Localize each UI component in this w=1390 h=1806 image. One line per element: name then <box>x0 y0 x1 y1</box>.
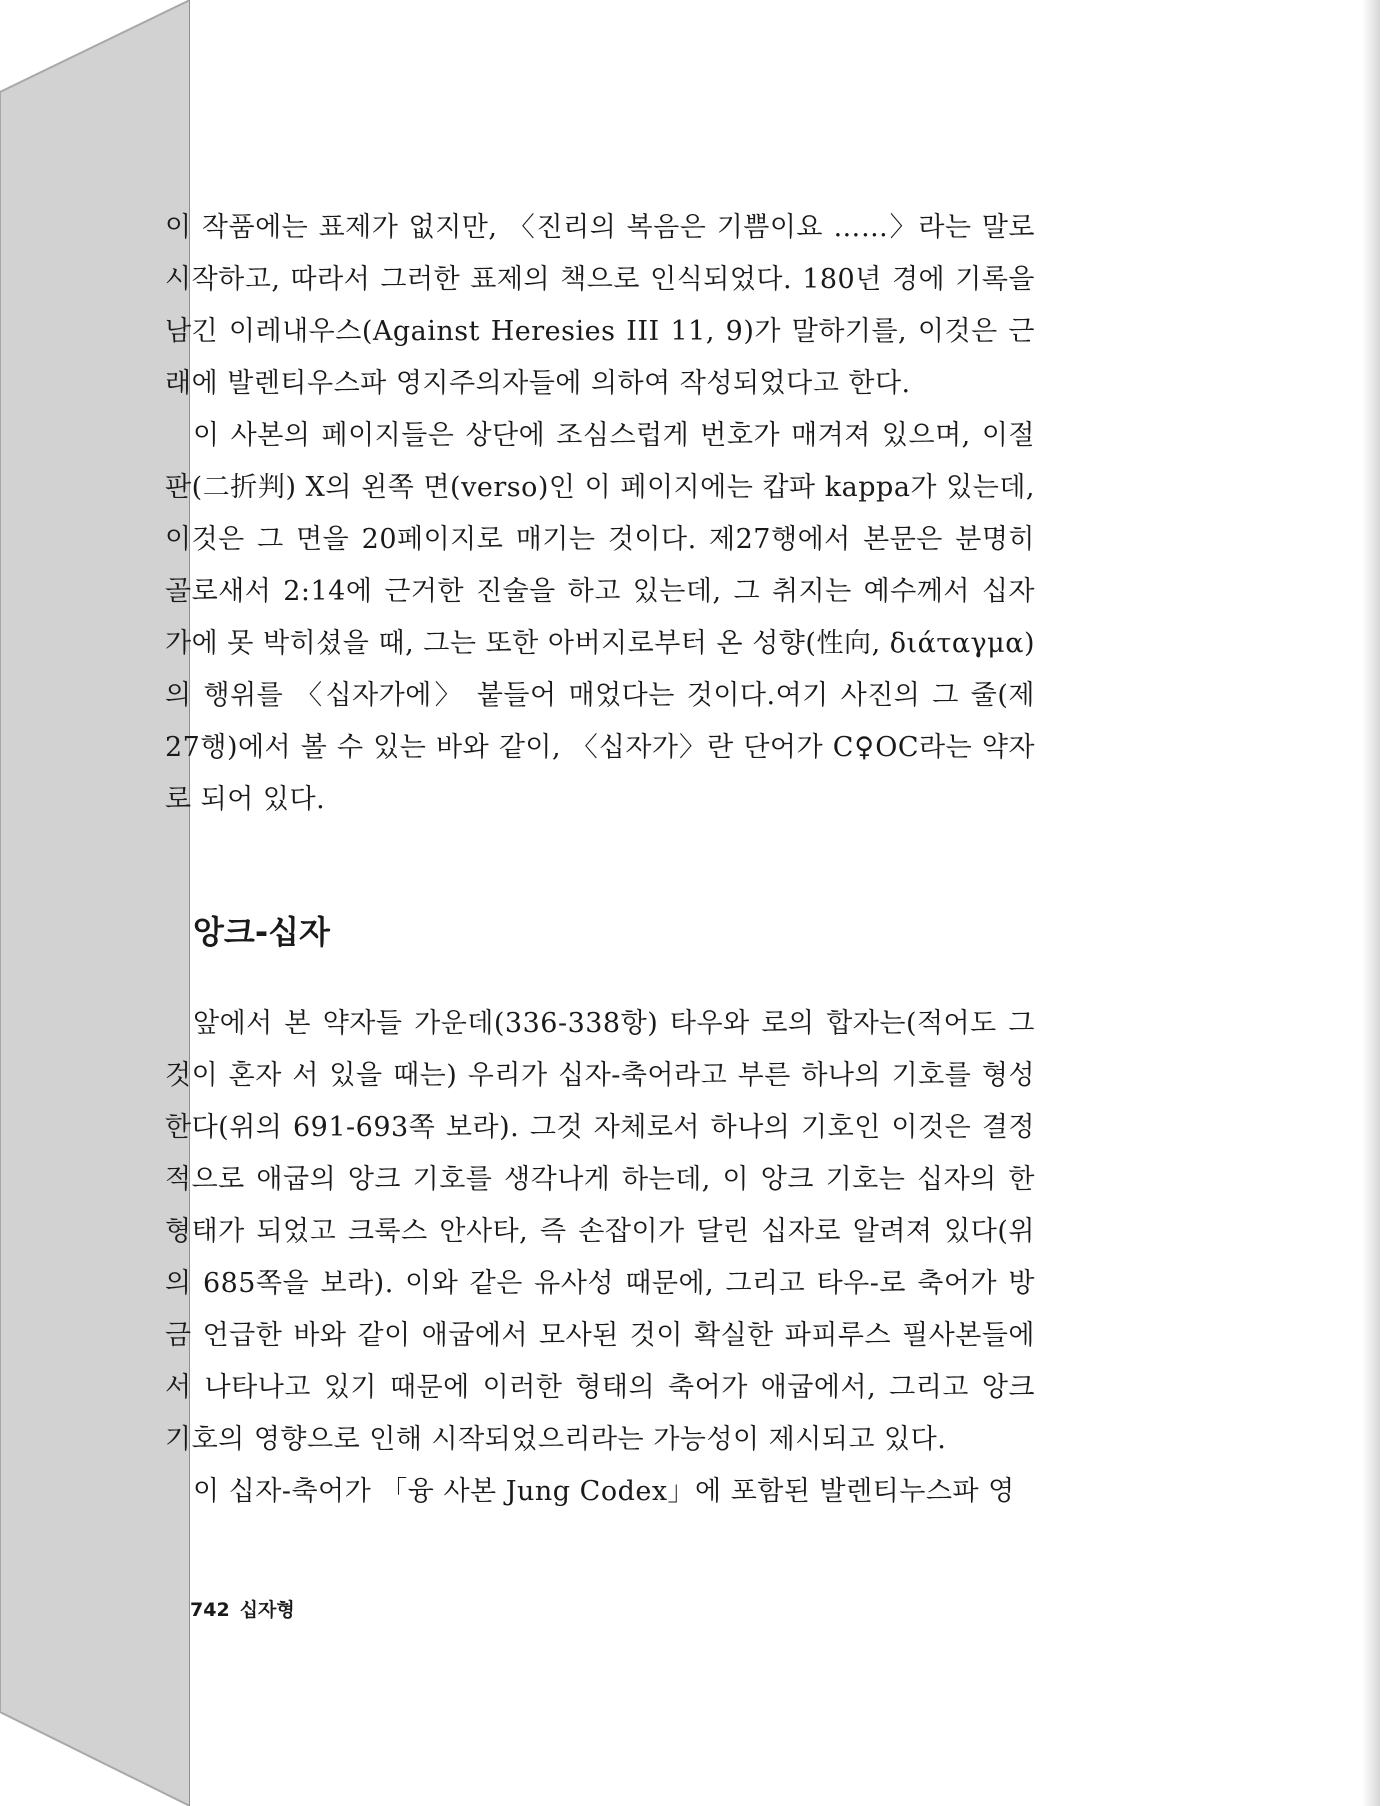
page-footer <box>190 1595 295 1622</box>
page-edge-shadow <box>1362 0 1380 1806</box>
running-title: 십자형 <box>239 1599 295 1621</box>
page-number: 742 <box>190 1599 230 1621</box>
paragraph-1: 이 작품에는 표제가 없지만, 〈진리의 복음은 기쁨이요 ……〉라는 말로 시작하고, 따라서 그러한 표제의 책으로 인식되었다. 180년 경에 기록을 남긴 이레내우스(Against Heresies III 11, 9)가 말하기를, 이것은 근래에 발렌티우스파 영지주의자들에 의하여 작성되었다고 한다. <box>165 212 1035 399</box>
paragraph-4: 이 십자-축어가 「융 사본 Jung Codex」에 포함된 발렌티누스파 영 <box>193 1476 1015 1507</box>
page-content <box>165 202 1035 1518</box>
section-heading: 앙크-십자 <box>193 913 330 951</box>
paragraph-3: 앞에서 본 약자들 가운데(336-338항) 타우와 로의 합자는(적어도 그것이 혼자 서 있을 때는) 우리가 십자-축어라고 부른 하나의 기호를 형성한다(위의 691-693쪽 보라). 그것 자체로서 하나의 기호인 이것은 결정적으로 애굽의 앙크 기호를 생각나게 하는데, 이 앙크 기호는 십자의 한 형태가 되었고 크룩스 안사타, 즉 손잡이가 달린 십자로 알려져 있다(위의 685쪽을 보라). 이와 같은 유사성 때문에, 그리고 타우-로 축어가 방금 언급한 바와 같이 애굽에서 모사된 것이 확실한 파피루스 필사본들에서 나타나고 있기 때문에 이러한 형태의 축어가 애굽에서, 그리고 앙크 기호의 영향으로 인해 시작되었으리라는 가능성이 제시되고 있다. <box>165 1008 1035 1455</box>
paragraph-2: 이 사본의 페이지들은 상단에 조심스럽게 번호가 매겨져 있으며, 이절판(二折判) X의 왼쪽 면(verso)인 이 페이지에는 캅파 kappa가 있는데, 이것은 그 면을 20페이지로 매기는 것이다. 제27행에서 본문은 분명히 골로새서 2:14에 근거한 진술을 하고 있는데, 그 취지는 예수께서 십자가에 못 박히셨을 때, 그는 또한 아버지로부터 온 성향(性向, διάταγμα)의 행위를 〈십자가에〉 붙들어 매었다는 것이다.여기 사진의 그 줄(제27행)에서 볼 수 있는 바와 같이, 〈십자가〉란 단어가 C♀OC라는 약자로 되어 있다. <box>165 420 1035 815</box>
